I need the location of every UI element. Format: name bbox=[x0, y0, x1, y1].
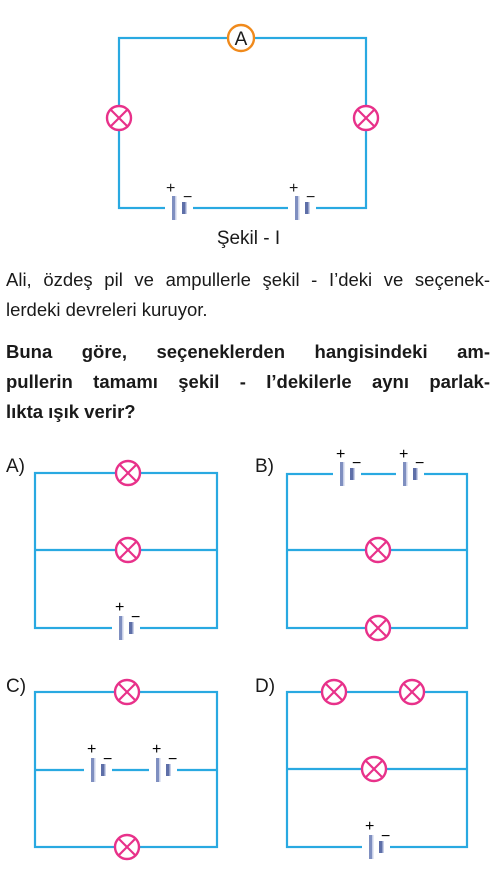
cell-1-plus: + bbox=[166, 180, 176, 197]
option-c-cell-1-plus: + bbox=[87, 741, 97, 758]
option-a-bulb-2 bbox=[116, 538, 140, 562]
paragraph-line-1: Ali, özdeş pil ve ampullerle şekil - I’deki ve seçenek- bbox=[6, 269, 490, 290]
option-b-label[interactable]: B) bbox=[255, 456, 274, 477]
ammeter bbox=[228, 25, 254, 51]
question-prompt bbox=[6, 337, 490, 427]
option-d-circuit bbox=[287, 680, 467, 859]
cell-2-plus: + bbox=[289, 180, 299, 197]
option-d-bulb-1 bbox=[322, 680, 346, 704]
option-d-cell-minus: − bbox=[381, 828, 391, 845]
figure-caption: Şekil - I bbox=[216, 228, 281, 249]
cell-2-minus: − bbox=[306, 189, 316, 206]
option-c-circuit bbox=[35, 680, 217, 859]
option-b-cell-1-minus: − bbox=[352, 455, 362, 472]
option-a-label[interactable]: A) bbox=[6, 456, 25, 477]
option-a-cell-minus: − bbox=[131, 609, 141, 626]
main-circuit-wire bbox=[119, 38, 366, 208]
option-b-cell-2-plus: + bbox=[399, 446, 409, 463]
option-b-bulb-1 bbox=[366, 538, 390, 562]
option-c-cell-2-minus: − bbox=[168, 751, 178, 768]
bulb-right bbox=[354, 106, 378, 130]
option-a-bulb-1 bbox=[116, 461, 140, 485]
option-c-bulb-2 bbox=[115, 835, 139, 859]
option-a-cell-plus: + bbox=[115, 599, 125, 616]
option-b-circuit bbox=[287, 446, 467, 640]
option-c-cell-1-minus: − bbox=[103, 751, 113, 768]
prompt-line-1: Buna göre, seçeneklerden hangisindeki am- bbox=[6, 341, 490, 362]
option-d-label[interactable]: D) bbox=[255, 676, 276, 697]
option-a-circuit bbox=[35, 461, 217, 640]
option-c-bulb-1 bbox=[115, 680, 139, 704]
option-b-cell-2-minus: − bbox=[415, 455, 425, 472]
main-circuit bbox=[107, 25, 378, 220]
cell-1-minus: − bbox=[183, 189, 193, 206]
prompt-line-3: lıkta ışık verir? bbox=[6, 401, 136, 422]
bulb-left bbox=[107, 106, 131, 130]
option-b-cell-1-plus: + bbox=[336, 446, 346, 463]
option-d-cell-plus: + bbox=[365, 818, 375, 835]
option-c-cell-2-plus: + bbox=[152, 741, 162, 758]
option-c-label[interactable]: C) bbox=[6, 676, 27, 697]
ammeter-label: A bbox=[234, 29, 248, 50]
option-d-bulb-3 bbox=[362, 757, 386, 781]
question-paragraph bbox=[6, 265, 490, 325]
option-d-bulb-2 bbox=[400, 680, 424, 704]
option-b-bulb-2 bbox=[366, 616, 390, 640]
paragraph-line-2: lerdeki devreleri kuruyor. bbox=[6, 299, 208, 320]
prompt-line-2: pullerin tamamı şekil - I’dekilerle aynı parlak- bbox=[6, 371, 490, 392]
